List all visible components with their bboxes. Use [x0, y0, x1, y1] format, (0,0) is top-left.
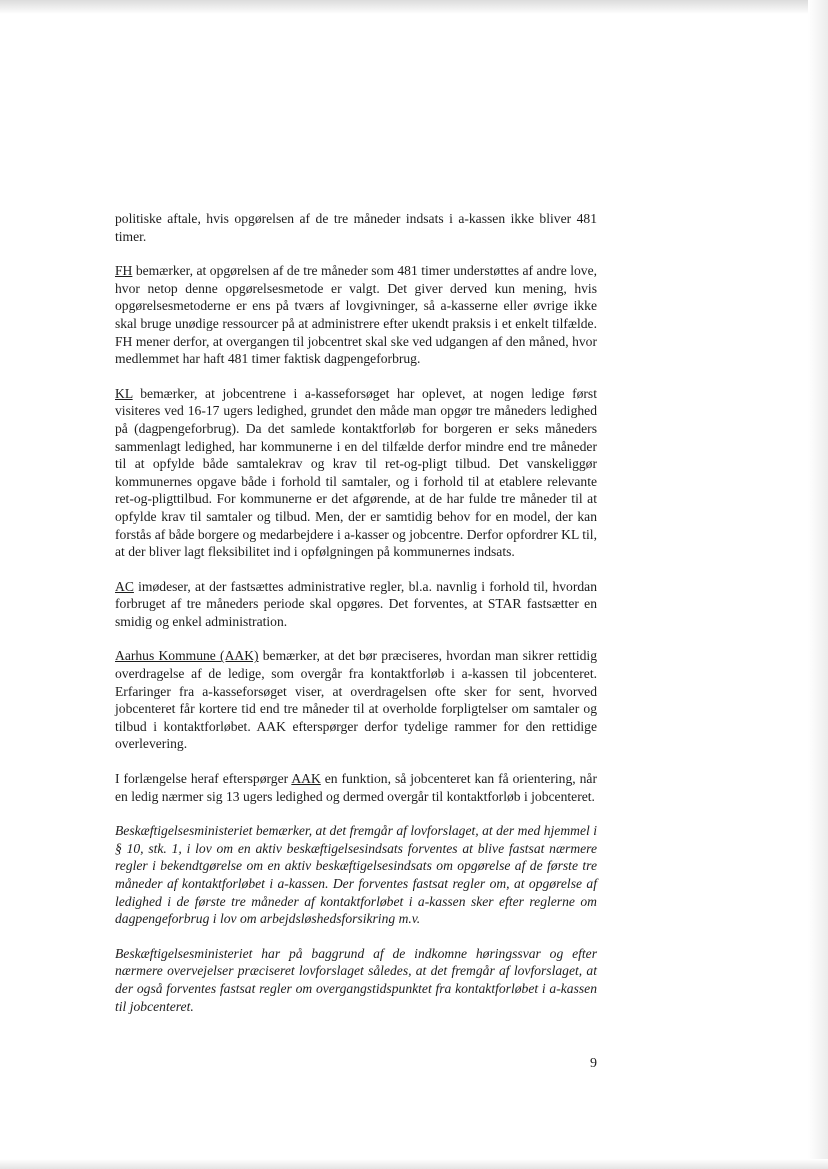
ministry-response-1 [115, 822, 597, 928]
paragraph-text: imødeser, at der fastsættes administrative regler, bl.a. navnlig i forhold til, hvordan forbruget af tre måneders periode skal opgøres. Det forventes, at STAR fastsætter en smidig og enkel administration. [115, 578, 597, 629]
paragraph-continuation [115, 210, 597, 245]
paragraph-text: bemærker, at opgørelsen af de tre måneder som 481 timer understøttes af andre love, hvor netop denne opgørelsesmetode er valgt. Det giver derved kun mening, hvis opgørelsesmetoderne er ens på tværs af lovgivninger, så a-kasserne eller øvrige ikke skal bruge unødige ressourcer på at administrere efter ukendt praksis i et enkelt tilfælde. FH mener derfor, at overgangen til jobcentret skal ske ved udgangen af den måned, hvor medlemmet har haft 481 timer faktisk dagpengeforbrug. [115, 263, 597, 367]
scan-edge-right [808, 0, 828, 1169]
org-name-ac: AC [115, 578, 134, 594]
org-name-fh: FH [115, 263, 133, 279]
org-name-kl: KL [115, 385, 133, 401]
paragraph-text: politiske aftale, hvis opgørelsen af de tre måneder indsats i a-kassen ikke bliver 481 timer. [115, 211, 597, 244]
document-body [115, 210, 597, 1032]
paragraph-kl [115, 385, 597, 561]
paragraph-fh [115, 262, 597, 368]
page-number: 9 [590, 1056, 597, 1071]
scan-edge-bottom [0, 1159, 828, 1169]
paragraph-text: Beskæftigelsesministeriet har på baggrund af de indkomne høringssvar og efter nærmere overvejelser præciseret lovforslaget således, at det fremgår af lovforslaget, at der også forventes fastsat regler om overgangstidspunktet fra kontaktforløbet i a-kassen til jobcenteret. [115, 945, 597, 1014]
paragraph-text: bemærker, at jobcentrene i a-kasseforsøget har oplevet, at nogen ledige først visiteres ved 16-17 ugers ledighed, grundet den måde man opgør tre måneders ledighed på (dagpengeforbrug). Da det samlede kontaktforløb for borgeren er seks måneders sammenlagt ledighed, har kommunerne i en del tilfælde derfor mindre end tre måneder til at opfylde både samtalekrav og krav til ret-og-pligt tilbud. Det vanskeliggør kommunernes opgave både i forhold til samtaler, og i forhold til at etablere relevante ret-og-pligttilbud. For kommunerne er det afgørende, at de har fulde tre måneder til at opfylde krav til samtaler og tilbud. Men, der er samtidig behov for en model, der kan forstås af både borgere og medarbejdere i a-kasser og jobcentre. Derfor opfordrer KL til, at der bliver lagt fleksibilitet ind i opfølgningen på kommunernes indsats. [115, 385, 597, 560]
paragraph-aak [115, 647, 597, 753]
org-name-aarhus-kommune: Aarhus Kommune (AAK) [115, 648, 259, 664]
org-name-aak: AAK [291, 771, 321, 787]
paragraph-ac [115, 578, 597, 631]
ministry-response-2 [115, 945, 597, 1015]
paragraph-text: en funktion, så jobcenteret kan få orientering, når en ledig nærmer sig 13 ugers ledighed og dermed overgår til kontaktforløb i jobcenteret. [115, 771, 597, 804]
paragraph-text-pre: I forlængelse heraf efterspørger [115, 771, 292, 787]
paragraph-text: bemærker, at det bør præciseres, hvordan man sikrer rettidig overdragelse af de ledige, som overgår fra kontaktforløb i a-kassen til jobcenteret. Erfaringer fra a-kasseforsøget viser, at overdragelsen ofte sker for sent, hvorved jobcenteret får kortere tid end tre måneder til at overholde forpligtelser om samtaler og tilbud i kontaktforløbet. AAK efterspørger derfor tydelige rammer for den rettidige overlevering. [115, 648, 597, 752]
paragraph-text: Beskæftigelsesministeriet bemærker, at det fremgår af lovforslaget, at der med hjemmel i § 10, stk. 1, i lov om en aktiv beskæftigelsesindsats forventes at blive fastsat nærmere regler i bekendtgørelse om en aktiv beskæftigelsesindsats om opgørelse af de første tre måneder af kontaktforløbet i a-kassen. Der forventes fastsat regler om, at opgørelse af ledighed i de første tre måneder af kontaktforløbet i a-kassen sker efter reglerne om dagpengeforbrug i lov om arbejdsløshedsforsikring m.v. [115, 823, 597, 927]
paragraph-aak-followup [115, 770, 597, 805]
scan-edge-top [0, 0, 808, 14]
